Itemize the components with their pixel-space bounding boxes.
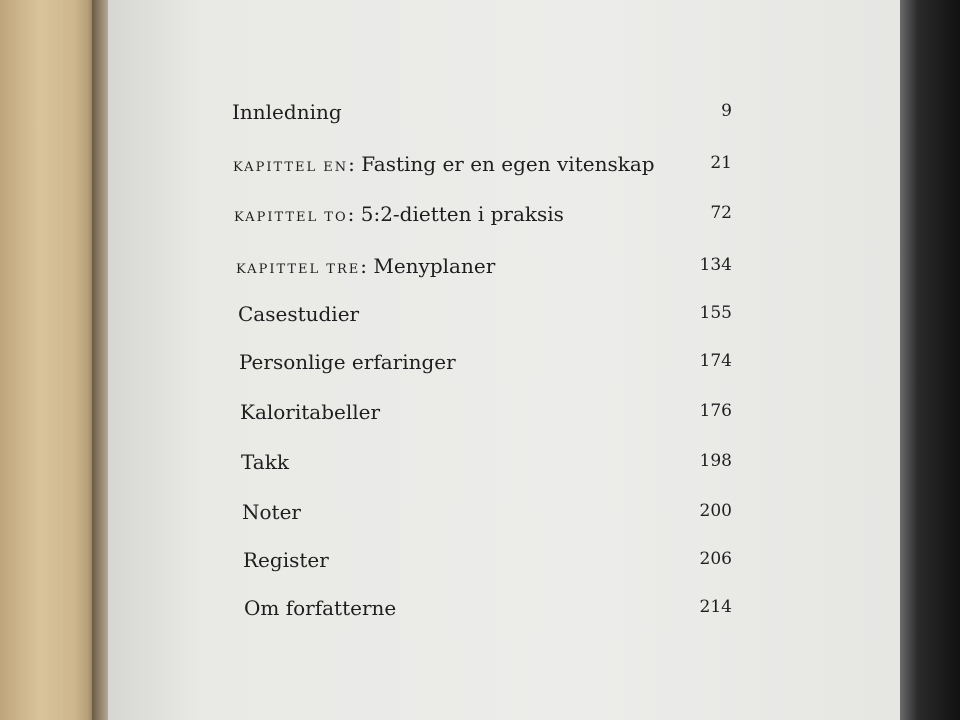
toc-entry-page: 206 [699, 549, 732, 569]
toc-entry-title: Om forfatterne [244, 596, 397, 620]
toc-entry-page: 155 [699, 303, 732, 323]
toc-entry-title: Casestudier [238, 302, 360, 326]
toc-entry-page: 21 [710, 153, 732, 173]
toc-entry-page: 134 [699, 255, 732, 275]
toc-entry-om-forfatterne [0, 594, 960, 630]
toc-entry-page: 198 [699, 451, 732, 471]
toc-entry-title: Kaloritabeller [240, 400, 381, 424]
chapter-separator: : [347, 202, 355, 226]
toc-entry-kapittel-to [0, 200, 960, 236]
toc-entry-casestudier [0, 300, 960, 336]
chapter-title: 5:2-dietten i praksis [354, 202, 564, 226]
toc-entry-kapittel-en [0, 150, 960, 186]
toc-entry-kaloritabeller [0, 398, 960, 434]
chapter-kicker: KAPITTEL TO [234, 210, 348, 225]
toc-entry-title: Register [243, 548, 329, 572]
toc-entry-title [236, 252, 495, 284]
toc-entry-title: Personlige erfaringer [239, 350, 456, 374]
toc-entry-page: 174 [699, 351, 732, 371]
chapter-separator: : [348, 152, 355, 176]
toc-entry-title [234, 200, 564, 232]
toc-entry-takk [0, 448, 960, 484]
chapter-separator: : [360, 254, 367, 278]
toc-entry-innledning [0, 98, 960, 134]
toc-entry-title: Takk [241, 450, 289, 474]
toc-entry-page: 72 [710, 203, 732, 223]
chapter-kicker: KAPITTEL TRE [236, 262, 361, 277]
toc-entry-personlige-erfaringer [0, 348, 960, 384]
toc-entry-page: 176 [699, 401, 732, 421]
toc-entry-title: Noter [242, 500, 301, 524]
chapter-title: Menyplaner [367, 254, 496, 278]
toc-entry-kapittel-tre [0, 252, 960, 288]
toc-entry-register [0, 546, 960, 582]
toc-entry-page: 200 [699, 501, 732, 521]
toc-entry-title: Innledning [232, 100, 342, 124]
toc-entry-page: 9 [721, 101, 732, 121]
toc-entry-noter [0, 498, 960, 534]
toc-entry-title [233, 150, 655, 182]
toc-entry-page: 214 [699, 597, 732, 617]
chapter-kicker: KAPITTEL EN [233, 160, 349, 175]
chapter-title: Fasting er en egen vitenskap [354, 152, 655, 176]
